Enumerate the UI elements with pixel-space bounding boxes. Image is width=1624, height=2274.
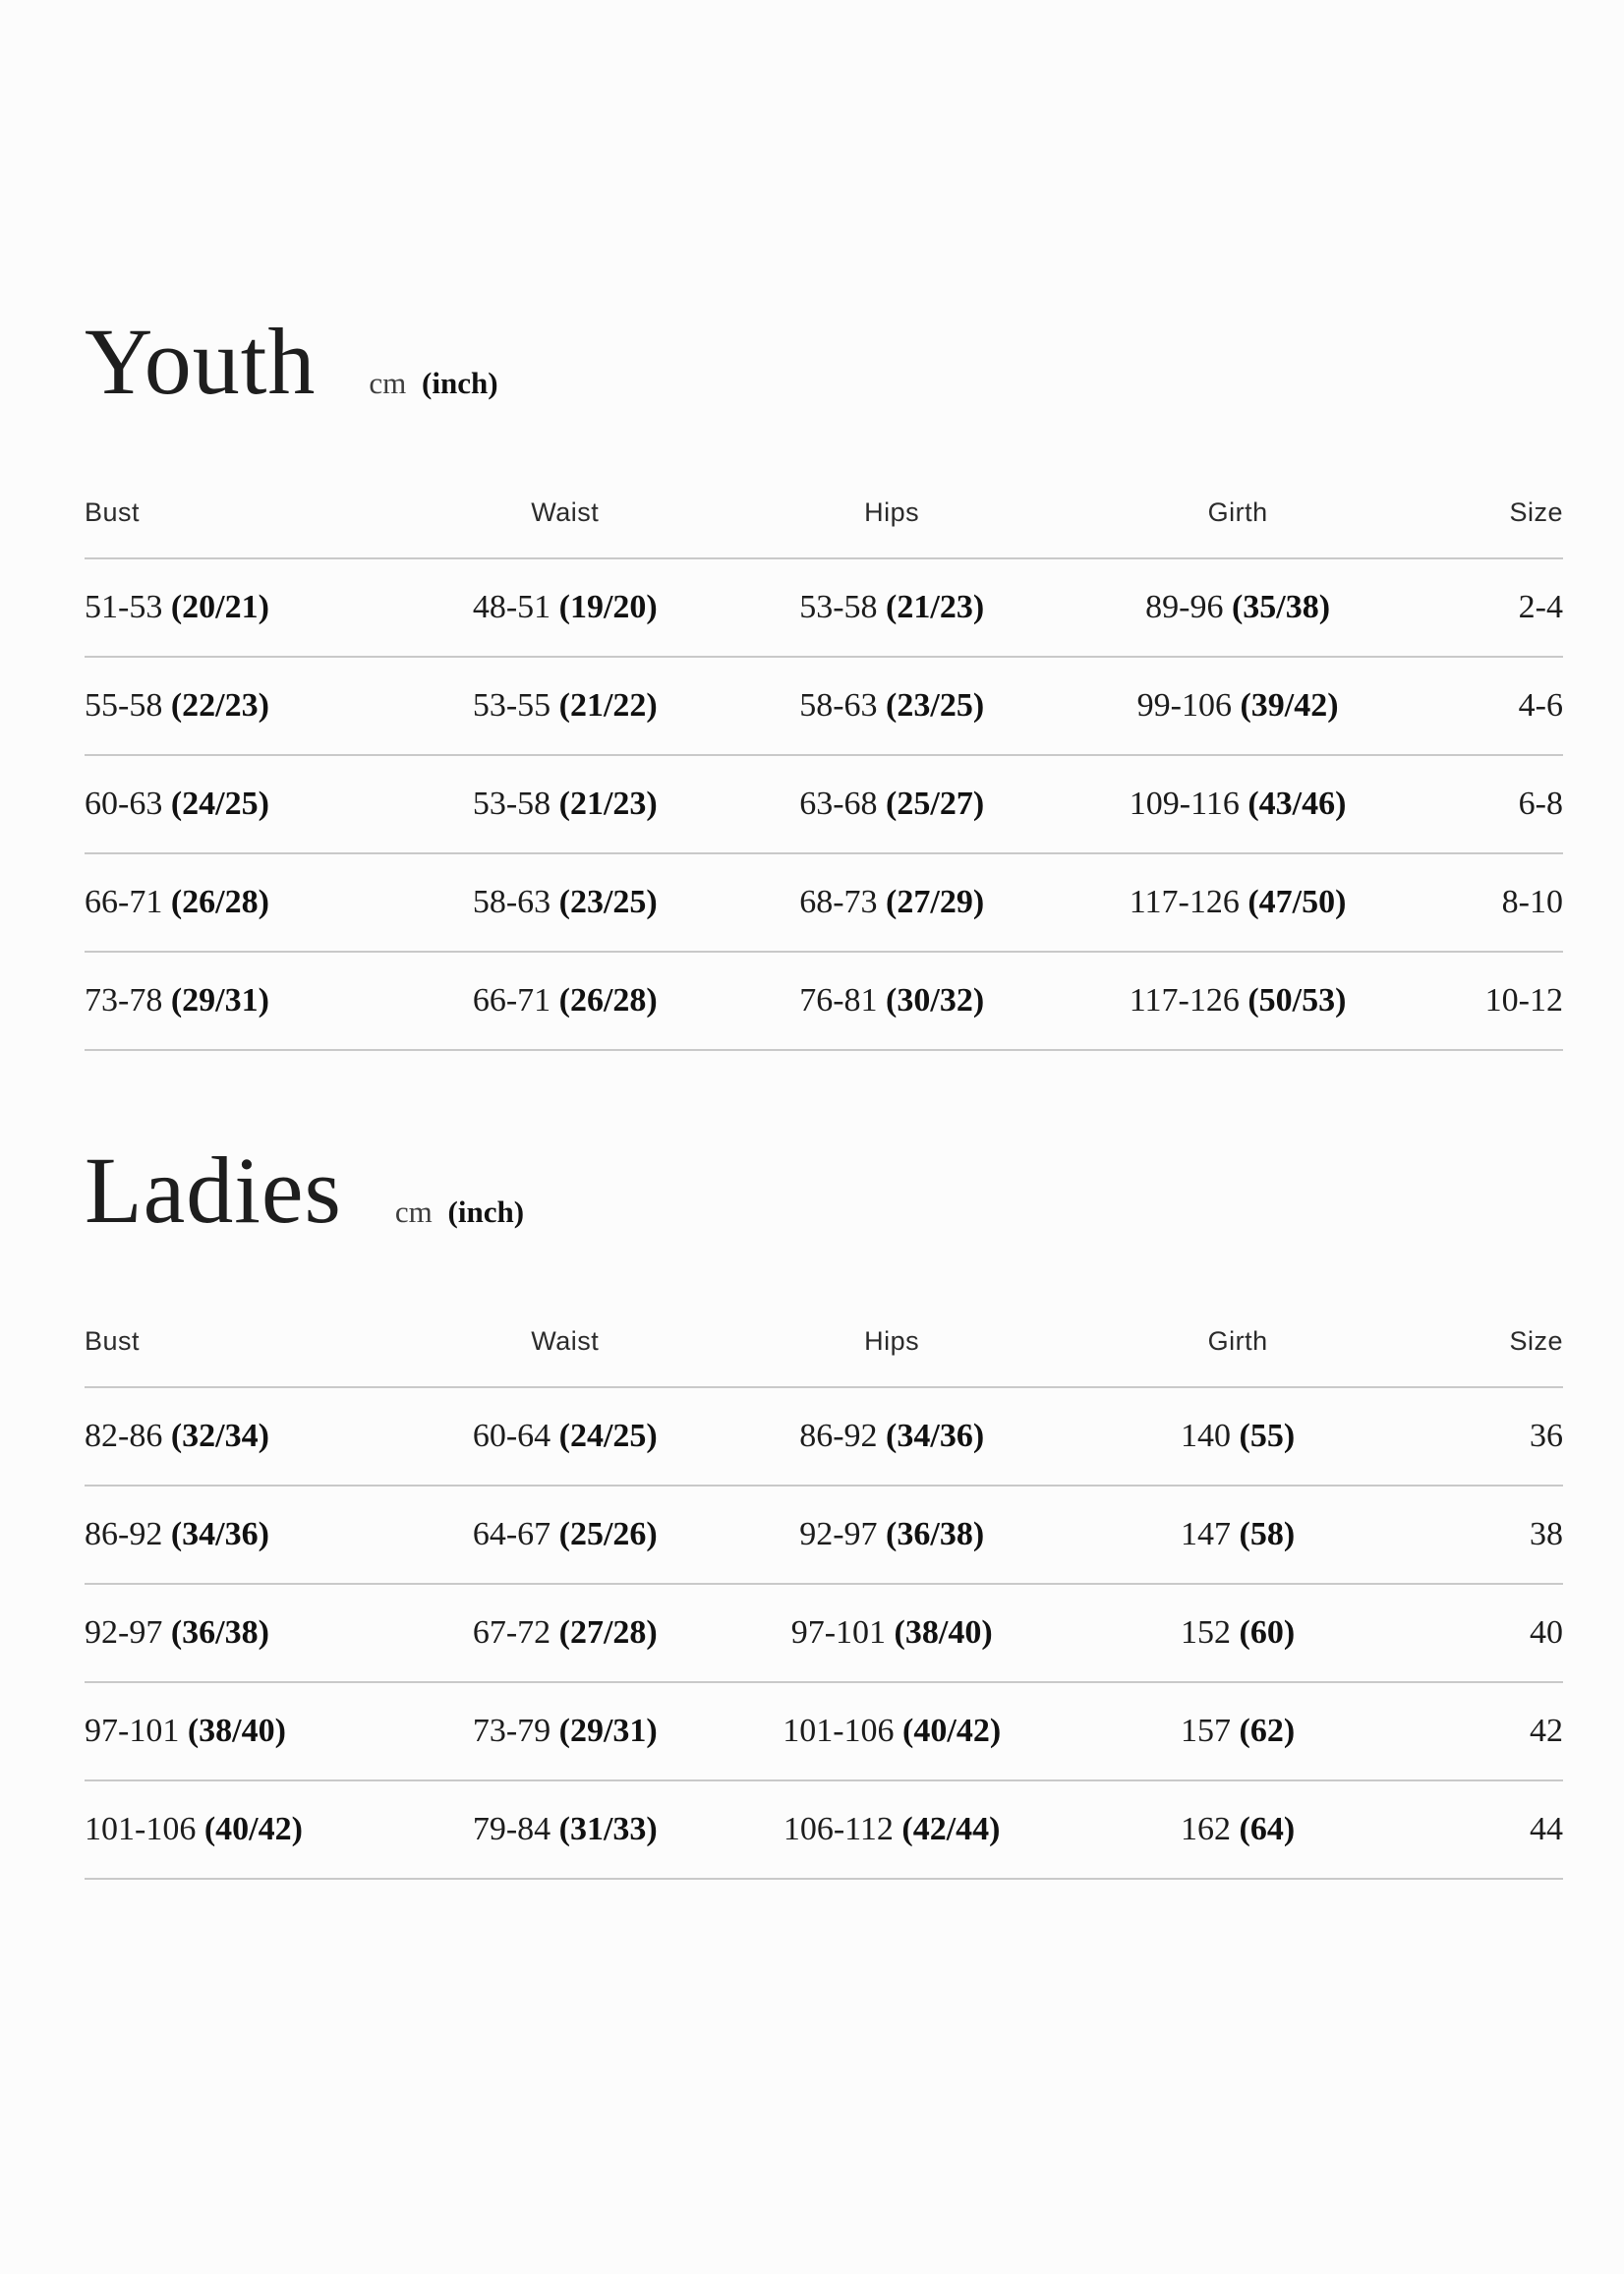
- measurement-cell: 147 (58): [1181, 1516, 1296, 1552]
- column-header-bust: Bust: [85, 497, 141, 527]
- section-title-text: Ladies: [85, 1137, 342, 1243]
- measurement-cell: 79-84 (31/33): [472, 1811, 658, 1847]
- measurement-cell: 86-92 (34/36): [799, 1418, 985, 1454]
- measurement-cell: 64-67 (25/26): [472, 1516, 658, 1552]
- size-cell: 44: [1529, 1811, 1563, 1847]
- column-header-hips: Hips: [864, 497, 920, 527]
- column-header-waist: Waist: [531, 497, 600, 527]
- measurement-cell: 55-58 (22/23): [85, 687, 269, 724]
- measurement-cell: 162 (64): [1181, 1811, 1296, 1847]
- table-row: [85, 854, 1563, 953]
- measurement-cell: 157 (62): [1181, 1713, 1296, 1749]
- table-row: [85, 1781, 1563, 1880]
- youth-size-table: [85, 497, 1563, 1051]
- column-header-waist: Waist: [531, 1326, 600, 1356]
- table-header-row: [85, 1326, 1563, 1388]
- size-cell: 6-8: [1518, 786, 1563, 822]
- measurement-cell: 97-101 (38/40): [790, 1614, 993, 1651]
- measurement-cell: 101-106 (40/42): [783, 1713, 1002, 1749]
- ladies-size-table: [85, 1326, 1563, 1880]
- table-row: [85, 559, 1563, 658]
- unit-label: [395, 1196, 524, 1227]
- measurement-cell: 58-63 (23/25): [472, 884, 658, 920]
- column-header-hips: Hips: [864, 1326, 920, 1356]
- measurement-cell: 60-63 (24/25): [85, 786, 269, 822]
- measurement-cell: 67-72 (27/28): [472, 1614, 658, 1651]
- unit-cm-label: cm: [369, 366, 407, 400]
- size-cell: 2-4: [1518, 589, 1563, 625]
- section-title-text: Youth: [85, 309, 317, 414]
- measurement-cell: 99-106 (39/42): [1136, 687, 1339, 724]
- column-header-girth: Girth: [1207, 497, 1268, 527]
- measurement-cell: 97-101 (38/40): [85, 1713, 286, 1749]
- measurement-cell: 66-71 (26/28): [85, 884, 269, 920]
- measurement-cell: 109-116 (43/46): [1129, 786, 1347, 822]
- youth-section-title: [85, 309, 1563, 414]
- measurement-cell: 66-71 (26/28): [472, 982, 658, 1019]
- measurement-cell: 73-79 (29/31): [472, 1713, 658, 1749]
- size-cell: 38: [1529, 1516, 1563, 1552]
- measurement-cell: 60-64 (24/25): [472, 1418, 658, 1454]
- measurement-cell: 86-92 (34/36): [85, 1516, 269, 1552]
- measurement-cell: 53-58 (21/23): [472, 786, 658, 822]
- measurement-cell: 140 (55): [1181, 1418, 1296, 1454]
- youth-section: [85, 0, 1563, 1051]
- size-cell: 4-6: [1518, 687, 1563, 724]
- table-row: [85, 953, 1563, 1051]
- table-row: [85, 756, 1563, 854]
- measurement-cell: 76-81 (30/32): [799, 982, 985, 1019]
- unit-inch-label: (inch): [447, 1195, 525, 1229]
- measurement-cell: 101-106 (40/42): [85, 1811, 303, 1847]
- unit-cm-label: cm: [394, 1195, 433, 1229]
- measurement-cell: 53-58 (21/23): [799, 589, 985, 625]
- measurement-cell: 68-73 (27/29): [799, 884, 985, 920]
- size-cell: 40: [1529, 1614, 1563, 1651]
- table-row: [85, 1487, 1563, 1585]
- ladies-section-title: [85, 1137, 1563, 1243]
- size-cell: 10-12: [1484, 982, 1563, 1019]
- measurement-cell: 48-51 (19/20): [472, 589, 658, 625]
- column-header-girth: Girth: [1207, 1326, 1268, 1356]
- ladies-section: [85, 1051, 1563, 1880]
- measurement-cell: 73-78 (29/31): [85, 982, 269, 1019]
- measurement-cell: 53-55 (21/22): [472, 687, 658, 724]
- measurement-cell: 106-112 (42/44): [783, 1811, 1001, 1847]
- measurement-cell: 82-86 (32/34): [85, 1418, 269, 1454]
- column-header-size: Size: [1509, 1326, 1563, 1356]
- measurement-cell: 63-68 (25/27): [799, 786, 985, 822]
- table-row: [85, 1585, 1563, 1683]
- measurement-cell: 117-126 (50/53): [1129, 982, 1347, 1019]
- measurement-cell: 58-63 (23/25): [799, 687, 985, 724]
- table-row: [85, 1683, 1563, 1781]
- measurement-cell: 89-96 (35/38): [1145, 589, 1331, 625]
- size-cell: 36: [1529, 1418, 1563, 1454]
- size-cell: 42: [1529, 1713, 1563, 1749]
- measurement-cell: 51-53 (20/21): [85, 589, 269, 625]
- unit-label: [369, 368, 497, 398]
- table-header-row: [85, 497, 1563, 559]
- measurement-cell: 92-97 (36/38): [799, 1516, 985, 1552]
- column-header-size: Size: [1509, 497, 1563, 527]
- size-cell: 8-10: [1501, 884, 1563, 920]
- measurement-cell: 152 (60): [1181, 1614, 1296, 1651]
- measurement-cell: 92-97 (36/38): [85, 1614, 269, 1651]
- table-row: [85, 658, 1563, 756]
- table-row: [85, 1388, 1563, 1487]
- measurement-cell: 117-126 (47/50): [1129, 884, 1347, 920]
- unit-inch-label: (inch): [422, 366, 498, 400]
- column-header-bust: Bust: [85, 1326, 141, 1356]
